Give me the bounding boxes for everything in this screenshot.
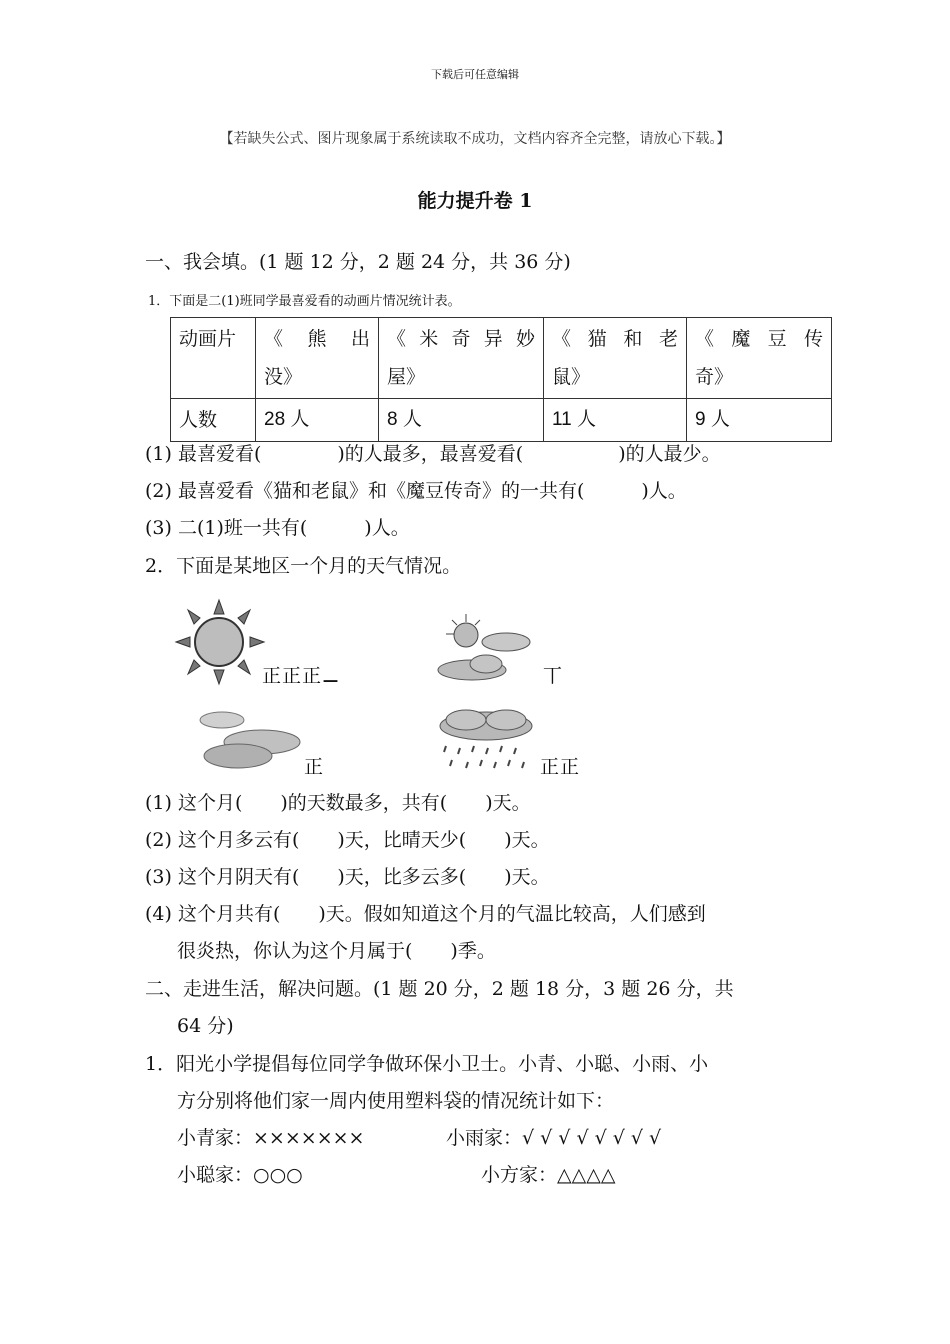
s2-q1-line2: 方分别将他们家一周内使用塑料袋的情况统计如下： xyxy=(177,1090,615,1112)
table-cell: 11 人 xyxy=(544,399,687,442)
q2-item-3: (3) 这个月阴天有( )天，比多云多( )天。 xyxy=(145,866,550,888)
record-xiaocong: 小聪家：○○○ xyxy=(177,1164,303,1186)
table-header-cell: 人数 xyxy=(171,399,256,442)
page-header: 下载后可任意编辑 xyxy=(431,68,519,81)
table-cell: 《 魔 豆 传 奇》 xyxy=(687,318,832,399)
section1-heading: 一、我会填。(1 题 12 分，2 题 24 分，共 36 分) xyxy=(145,251,571,273)
section2-heading: 二、走进生活，解决问题。(1 题 20 分，2 题 18 分，3 题 26 分，共 xyxy=(145,978,734,1000)
q2-item-4: (4) 这个月共有( )天。假如知道这个月的气温比较高，人们感到 xyxy=(145,903,706,925)
record-xiaoyu: 小雨家：√ √ √ √ √ √ √ √ xyxy=(446,1127,662,1149)
cartoon-stat-table xyxy=(170,317,832,442)
rain-tally: 正正 xyxy=(540,756,581,778)
cloudy-icon xyxy=(198,708,304,770)
table-cell: 8 人 xyxy=(379,399,544,442)
table-row xyxy=(171,318,832,399)
q1-intro: 1．下面是二(1)班同学最喜爱看的动画片情况统计表。 xyxy=(148,294,461,309)
table-cell: 28 人 xyxy=(256,399,379,442)
table-cell: 9 人 xyxy=(687,399,832,442)
sunny-tally: 正正正⚊ xyxy=(262,665,341,687)
rain-icon xyxy=(436,708,536,774)
table-header-cell: 动画片 xyxy=(171,318,256,399)
q2-item-2: (2) 这个月多云有( )天，比晴天少( )天。 xyxy=(145,829,550,851)
table-cell: 《 米 奇 异 妙 屋》 xyxy=(379,318,544,399)
sun-icon xyxy=(174,598,274,686)
cloudy-tally: 正 xyxy=(304,756,325,778)
section2-heading-cont: 64 分) xyxy=(177,1015,234,1037)
q1-item-1: (1) 最喜爱看( )的人最多，最喜爱看( )的人最少。 xyxy=(145,443,721,465)
table-cell: 《 猫 和 老 鼠》 xyxy=(544,318,687,399)
q2-intro: 2．下面是某地区一个月的天气情况。 xyxy=(145,555,462,577)
record-xiaoqing: 小青家：××××××× xyxy=(177,1127,365,1149)
record-xiaofang: 小方家：△△△△ xyxy=(481,1164,616,1186)
q1-item-2: (2) 最喜爱看《猫和老鼠》和《魔豆传奇》的一共有( )人。 xyxy=(145,480,687,502)
download-notice: 【若缺失公式、图片现象属于系统读取不成功，文档内容齐全完整，请放心下载。】 xyxy=(219,131,731,147)
table-cell: 《 熊 出 没》 xyxy=(256,318,379,399)
q2-item-4-cont: 很炎热，你认为这个月属于( )季。 xyxy=(177,940,496,962)
q2-item-1: (1) 这个月( )的天数最多，共有( )天。 xyxy=(145,792,531,814)
s2-q1-line1: 1．阳光小学提倡每位同学争做环保小卫士。小青、小聪、小雨、小 xyxy=(145,1053,709,1075)
partly-cloudy-tally: 丅 xyxy=(543,665,564,687)
page-title: 能力提升卷 1 xyxy=(417,190,533,212)
partly-cloudy-icon xyxy=(432,612,542,684)
q1-item-3: (3) 二(1)班一共有( )人。 xyxy=(145,517,410,539)
